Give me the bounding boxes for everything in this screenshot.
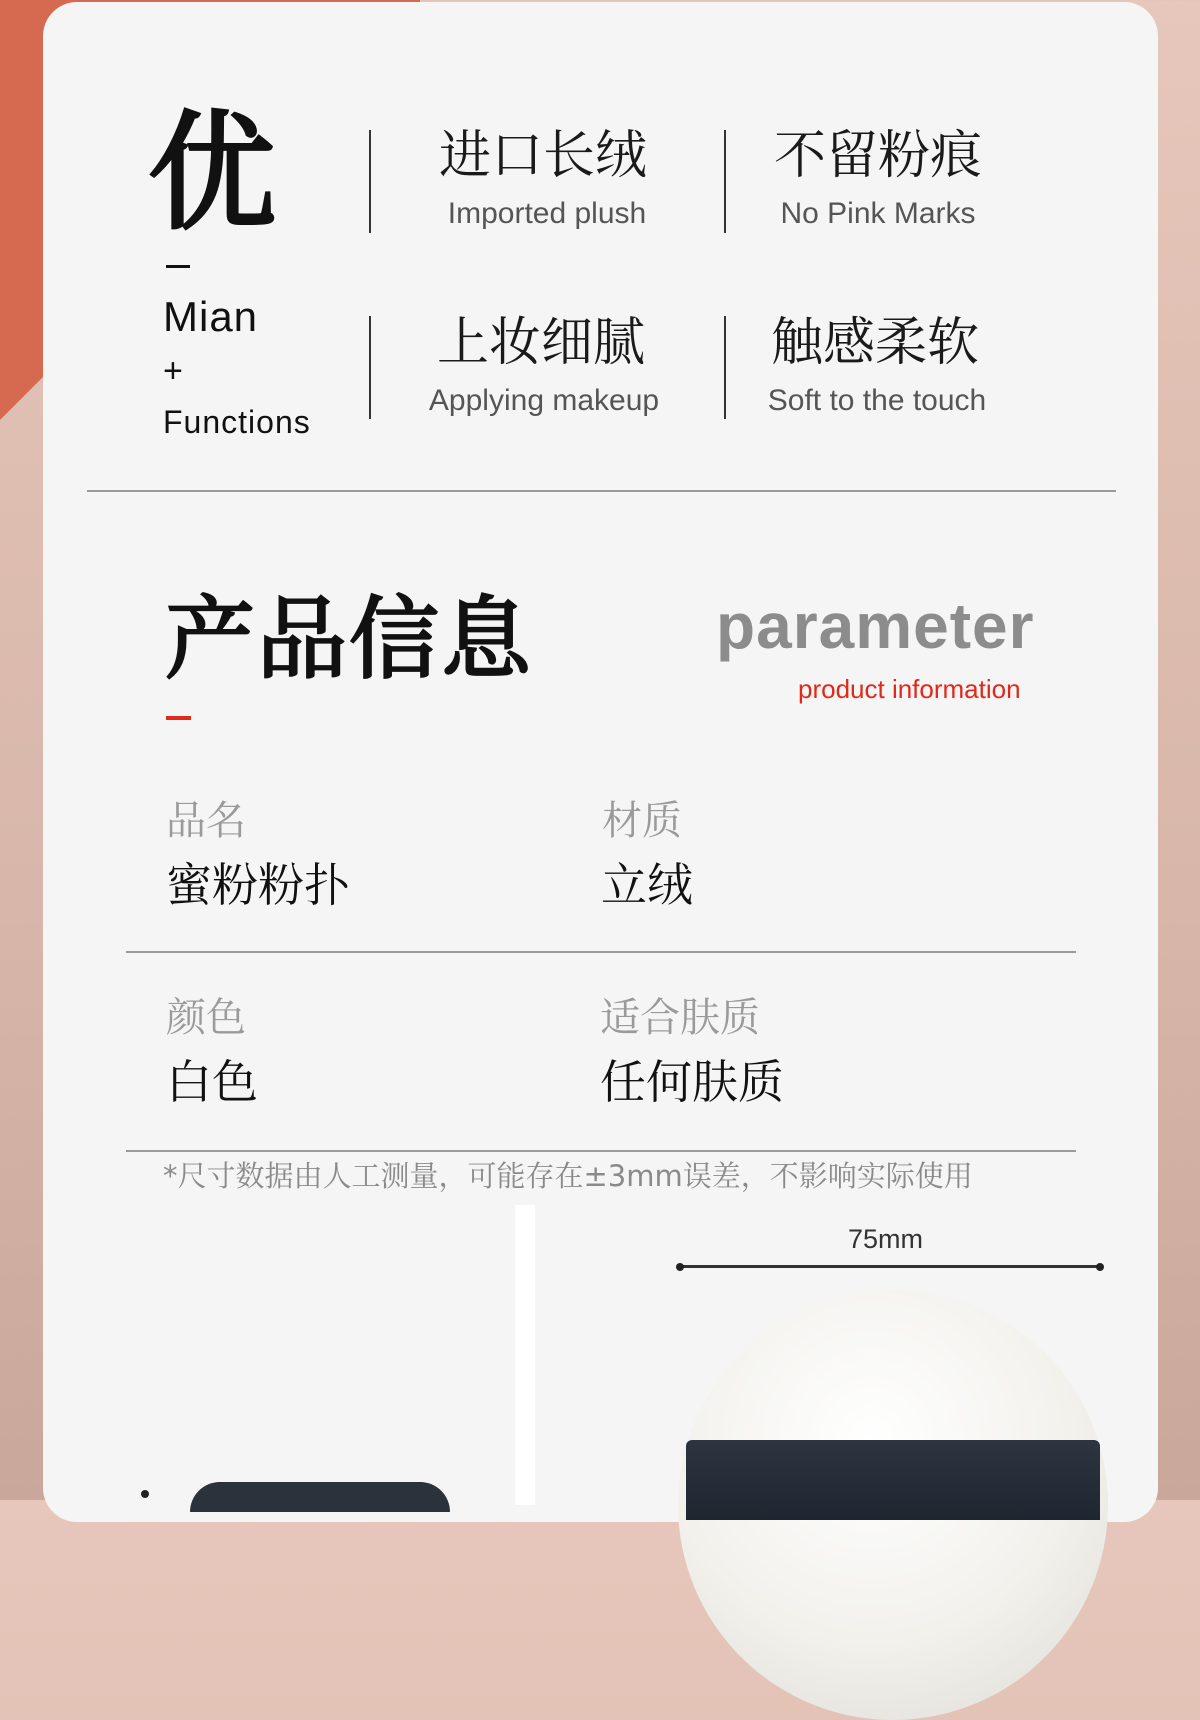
spec-label: 品名 [166, 798, 246, 844]
title-accent-dash [166, 716, 191, 720]
divider [369, 130, 371, 233]
measurement-endpoint [141, 1490, 149, 1498]
spec-divider [126, 1150, 1076, 1152]
spec-value: 白色 [166, 1055, 258, 1109]
spec-value: 立绒 [601, 858, 693, 912]
puff-strap-image [686, 1440, 1100, 1520]
product-photo-highlight [515, 1205, 535, 1505]
feature-subtitle: Soft to the touch [767, 384, 987, 417]
divider [369, 316, 371, 419]
section-title: 产品信息 [165, 587, 533, 692]
section-subtitle: product information [798, 674, 1021, 704]
measurement-endpoint [1096, 1263, 1104, 1271]
spec-divider [126, 951, 1076, 953]
feature-title: 上妆细腻 [436, 313, 645, 373]
feature-subtitle: Imported plush [447, 197, 647, 230]
spec-value: 任何肤质 [600, 1055, 784, 1109]
measurement-line [679, 1265, 1100, 1268]
brand-line-mian: Mian [163, 293, 259, 340]
feature-subtitle: No Pink Marks [780, 197, 976, 230]
puff-strap-image-left [190, 1482, 450, 1512]
section-divider [87, 490, 1116, 492]
measurement-label: 75mm [848, 1224, 924, 1254]
brand-dash [166, 265, 190, 268]
feature-subtitle: Applying makeup [428, 384, 660, 417]
feature-title: 不留粉痕 [773, 126, 982, 186]
spec-label: 适合肤质 [600, 995, 760, 1041]
spec-value: 蜜粉粉扑 [166, 858, 350, 912]
spec-label: 材质 [602, 798, 682, 844]
section-param-label: parameter [716, 590, 1035, 662]
measurement-endpoint [676, 1263, 684, 1271]
feature-title: 进口长绒 [438, 126, 647, 186]
measurement-note: *尺寸数据由人工测量，可能存在±3mm误差，不影响实际使用 [163, 1159, 973, 1193]
brand-line-functions: Functions [163, 404, 311, 440]
feature-title: 触感柔软 [770, 313, 979, 373]
brand-line-plus: + [163, 352, 183, 390]
spec-label: 颜色 [166, 995, 246, 1041]
brand-big-char: 优 [148, 99, 277, 248]
